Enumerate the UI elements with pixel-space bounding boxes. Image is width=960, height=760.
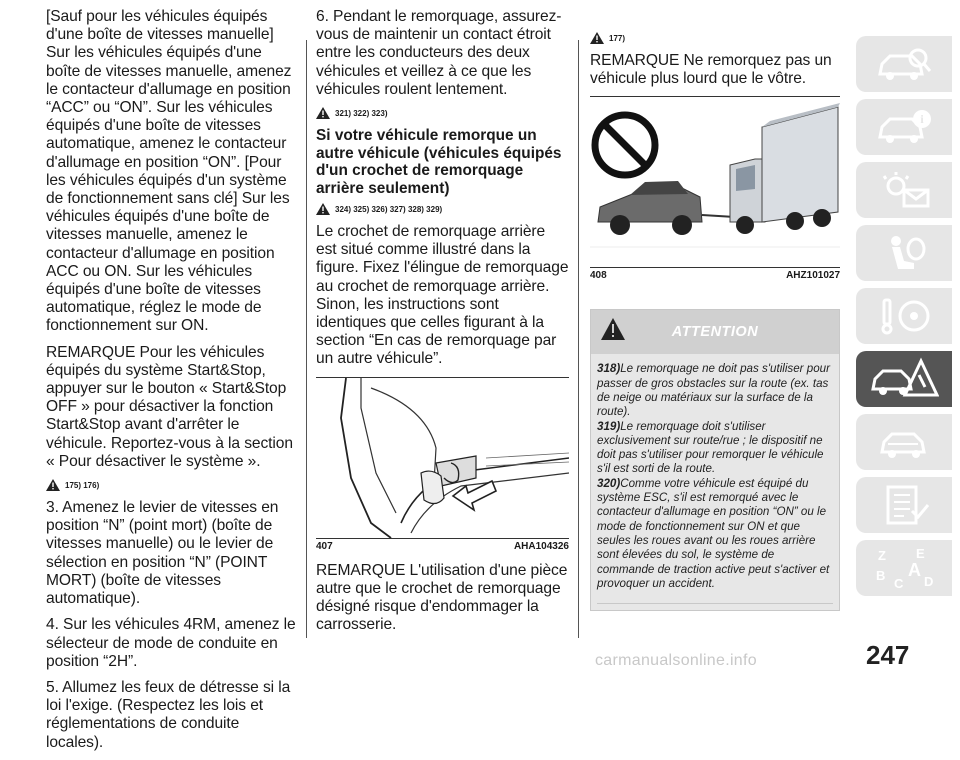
warning-text: Le remorquage doit s'utiliser exclusivement sur route/rue ; le dispositif ne doit pas s'utiliser pour remorquer le véhicule s'il est sorti de la route.	[597, 419, 824, 476]
column-rule-1	[306, 40, 307, 638]
refs-text: 321) 322) 323)	[335, 108, 388, 118]
svg-text:C: C	[894, 576, 904, 590]
attention-header	[591, 310, 839, 354]
warning-triangle-icon	[316, 203, 330, 215]
warning-320	[597, 477, 833, 591]
sidebar-item-maintenance[interactable]	[856, 414, 952, 470]
figure-code: AHZ101027	[786, 270, 840, 282]
warning-triangle-icon	[590, 32, 604, 44]
figure-408	[590, 96, 840, 268]
paragraph-weight-note: REMARQUE Ne remorquez pas un véhicule plus lourd que le vôtre.	[590, 52, 832, 88]
warning-text: Le remorquage ne doit pas s'utiliser pour passer de gros obstacles sur la route (ex. tas de neige ou matériaux sur la surface de la route).	[597, 362, 830, 419]
warning-319	[597, 420, 833, 477]
svg-text:D: D	[924, 574, 934, 589]
paragraph-ignition: [Sauf pour les véhicules équipés d'une boîte de vitesses manuelle] Sur les véhicules équipés d'une boîte de vitesses manuelle, amenez le contacteur d'allumage en position “ACC” ou “ON”. Sur les véhicules équipés d'une boîte de vitesses automatique, amenez le contacteur d'allumage en position “ON”. [Pour les véhicules équipés d'un système de fonctionnement sans clé] Sur les véhicules équipés d'une boîte de vitesses manuelle, amenez le contacteur d'allumage en position ACC ou ON. Sur les véhicules équipés d'une boîte de vitesses automatique, réglez le mode de fonctionnement sur ON.	[46, 8, 292, 335]
warning-light-mail-icon	[874, 170, 934, 210]
car-service-icon	[874, 422, 934, 462]
warning-refs-324-329	[316, 203, 569, 215]
paragraph-step-4: 4. Sur les véhicules 4RM, amenez le sélecteur de mode de conduite en position “2H”.	[46, 616, 296, 670]
airbag-seat-icon	[874, 233, 934, 273]
warning-number: 318)	[597, 362, 621, 376]
paragraph-step-5: 5. Allumez les feux de détresse si la loi l'exige. (Respectez les lois et réglementations de conduite locales).	[46, 678, 291, 751]
paragraph-hook-location: Le crochet de remorquage arrière est situé comme illustré dans la figure. Fixez l'élingue de remorquage au crochet de remorquage arrière. Sinon, les instructions sont identiques que celles figurant à la section “En cas de remorquage par un autre véhicule”.	[316, 223, 569, 368]
warning-triangle-icon	[316, 107, 330, 119]
paragraph-start-stop-note: REMARQUE Pour les véhicules équipés du système Start&Stop, appuyer sur le bouton « Start&Stop OFF » pour désactiver la fonction Start&Stop avant d'arrêter le véhicule. Reportez-vous à la section « Pour désactiver le système ».	[46, 343, 293, 470]
column-rule-2	[578, 40, 579, 638]
warning-refs-321-323	[316, 107, 569, 119]
sidebar-item-safety[interactable]	[856, 225, 952, 281]
svg-text:E: E	[916, 546, 925, 561]
sidebar-item-emergency[interactable]	[856, 351, 952, 407]
attention-title: ATTENTION	[671, 324, 759, 341]
car-info-icon	[874, 107, 934, 147]
warning-number: 320)	[597, 476, 621, 490]
sidebar-item-car-info[interactable]	[856, 99, 952, 155]
key-steering-icon	[874, 296, 934, 336]
column-3	[590, 8, 840, 611]
warning-number: 319)	[597, 419, 621, 433]
svg-text:B: B	[876, 568, 886, 583]
chapter-index-sidebar	[856, 36, 952, 603]
svg-text:A: A	[908, 560, 921, 580]
refs-text: 175) 176)	[65, 480, 100, 490]
figure-408-caption	[590, 270, 840, 281]
paragraph-hook-note: REMARQUE L'utilisation d'une pièce autre que le crochet de remorquage désigné risque d'endommager la carrosserie.	[316, 561, 568, 634]
attention-box	[590, 309, 840, 611]
sidebar-item-warning-lights[interactable]	[856, 162, 952, 218]
column-1	[46, 8, 298, 760]
car-breakdown-warning-icon	[869, 357, 939, 401]
watermark: carmanualsonline.info	[595, 652, 757, 669]
svg-text:i: i	[920, 112, 924, 126]
sidebar-item-car-search[interactable]	[856, 36, 952, 92]
car-search-icon	[874, 44, 934, 84]
figure-code: AHA104326	[513, 540, 569, 552]
sidebar-item-index[interactable]	[856, 540, 952, 596]
figure-407-caption	[316, 541, 569, 552]
checklist-icon	[874, 485, 934, 525]
section-heading-towing: Si votre véhicule remorque un autre véhicule (véhicules équipés d'un crochet de remorquage arrière seulement)	[316, 127, 562, 197]
alphabet-index-icon	[872, 546, 936, 590]
figure-number: 408	[590, 270, 607, 282]
warning-triangle-icon	[46, 479, 60, 491]
heavier-vehicle-towing-prohibited-illustration	[590, 97, 840, 267]
attention-divider	[597, 603, 833, 604]
paragraph-step-3: 3. Amenez le levier de vitesses en position “N” (point mort) (boîte de vitesses manuelle) ou le levier de sélection en position “N” (POINT MORT) (boîte de vitesses automatique).	[46, 499, 279, 608]
attention-body	[591, 354, 839, 610]
svg-text:Z: Z	[878, 548, 886, 563]
warning-318	[597, 362, 833, 419]
refs-text: 177)	[609, 33, 626, 43]
warning-triangle-icon	[601, 318, 625, 340]
column-2	[316, 8, 569, 642]
figure-407	[316, 377, 569, 539]
warning-text: Comme votre véhicule est équipé du système ESC, s'il est remorqué avec le contacteur d'allumage en position “ON” ou le mode de fonctionnement sur ON et que seules les roues avant ou les roues arrière sont élevées du sol, le système de commande de traction active peut s'activer et provoquer un accident.	[597, 476, 830, 590]
warning-refs-177	[590, 32, 840, 44]
paragraph-step-6: 6. Pendant le remorquage, assurez-vous de maintenir un contact étroit entre les conducteurs des deux véhicules et veillez à ce que les véhicules roulent lentement.	[316, 8, 562, 98]
sidebar-item-technical-data[interactable]	[856, 477, 952, 533]
sidebar-item-starting-driving[interactable]	[856, 288, 952, 344]
rear-tow-hook-illustration	[316, 378, 569, 538]
warning-refs-175-176	[46, 479, 298, 491]
refs-text: 324) 325) 326) 327) 328) 329)	[335, 204, 443, 214]
figure-number: 407	[316, 540, 333, 552]
page-number: 247	[866, 640, 910, 670]
